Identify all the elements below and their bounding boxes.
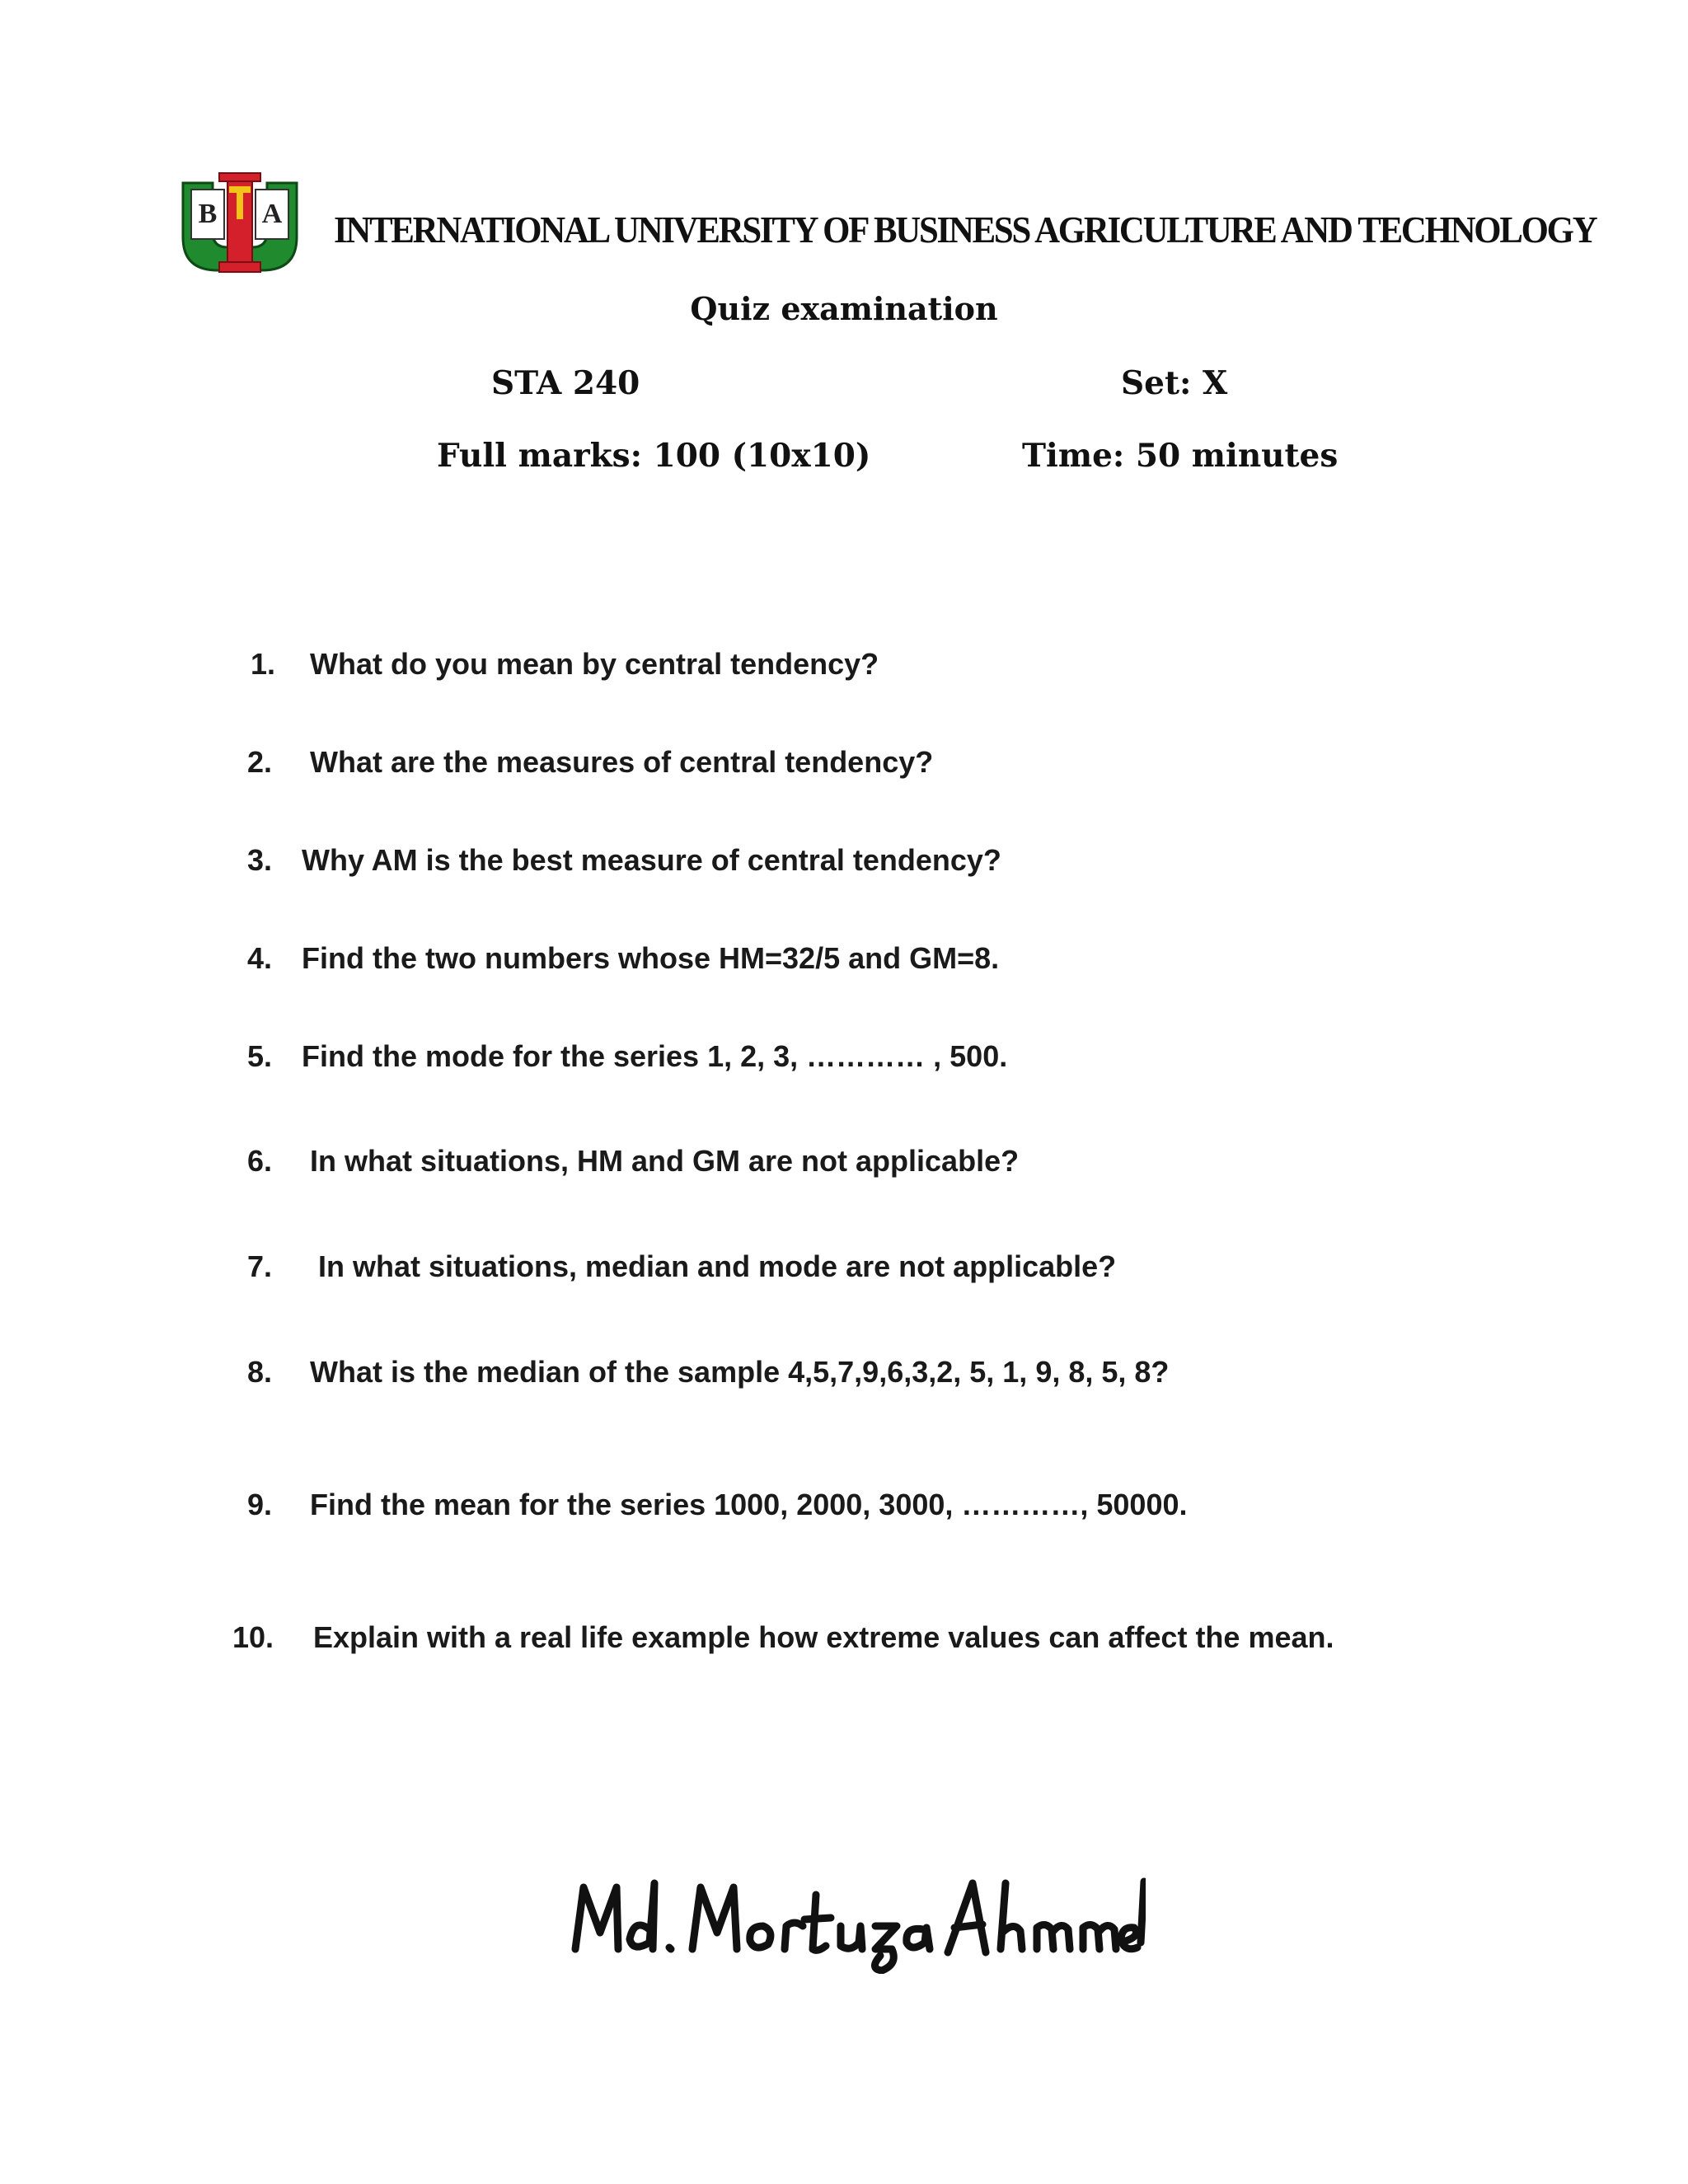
question-text: Find the mode for the series 1, 2, 3, ………… , 500. xyxy=(302,1039,1008,1073)
question-text: In what situations, median and mode are not applicable? xyxy=(318,1249,1117,1283)
question-number: 10. xyxy=(232,1620,274,1654)
question-text: What do you mean by central tendency? xyxy=(310,647,879,681)
question-number: 4. xyxy=(246,941,272,975)
question-number: 3. xyxy=(246,843,272,877)
question-text: What are the measures of central tendency? xyxy=(310,745,934,779)
question-number: 7. xyxy=(246,1249,272,1283)
full-marks: Full marks: 100 (10x10) xyxy=(437,437,871,475)
question-text: Explain with a real life example how extreme values can affect the mean. xyxy=(313,1620,1334,1654)
exam-time: Time: 50 minutes xyxy=(1022,437,1339,475)
question-number: 5. xyxy=(246,1039,272,1073)
university-logo xyxy=(180,171,300,274)
exam-set: Set: X xyxy=(1121,364,1228,402)
question-text: In what situations, HM and GM are not applicable? xyxy=(310,1144,1020,1178)
question-number: 1. xyxy=(250,647,275,681)
question-text: Find the two numbers whose HM=32/5 and GM=8. xyxy=(302,941,1000,975)
question-number: 8. xyxy=(246,1355,272,1389)
svg-text:B: B xyxy=(198,199,218,229)
question-text: Why AM is the best measure of central tendency? xyxy=(302,843,1001,877)
course-code: STA 240 xyxy=(491,364,640,402)
question-text: Find the mean for the series 1000, 2000, 3000, …………, 50000. xyxy=(310,1488,1188,1521)
question-number: 2. xyxy=(246,745,272,779)
question-number: 9. xyxy=(246,1488,272,1521)
question-number: 6. xyxy=(246,1144,272,1178)
exam-title: Quiz examination xyxy=(690,290,998,327)
svg-text:A: A xyxy=(261,199,283,229)
signature xyxy=(569,1867,1146,1974)
university-name: INTERNATIONAL UNIVERSITY OF BUSINESS AGRICULTURE AND TECHNOLOGY xyxy=(334,209,1597,251)
question-text: What is the median of the sample 4,5,7,9,6,3,2, 5, 1, 9, 8, 5, 8? xyxy=(310,1355,1170,1389)
